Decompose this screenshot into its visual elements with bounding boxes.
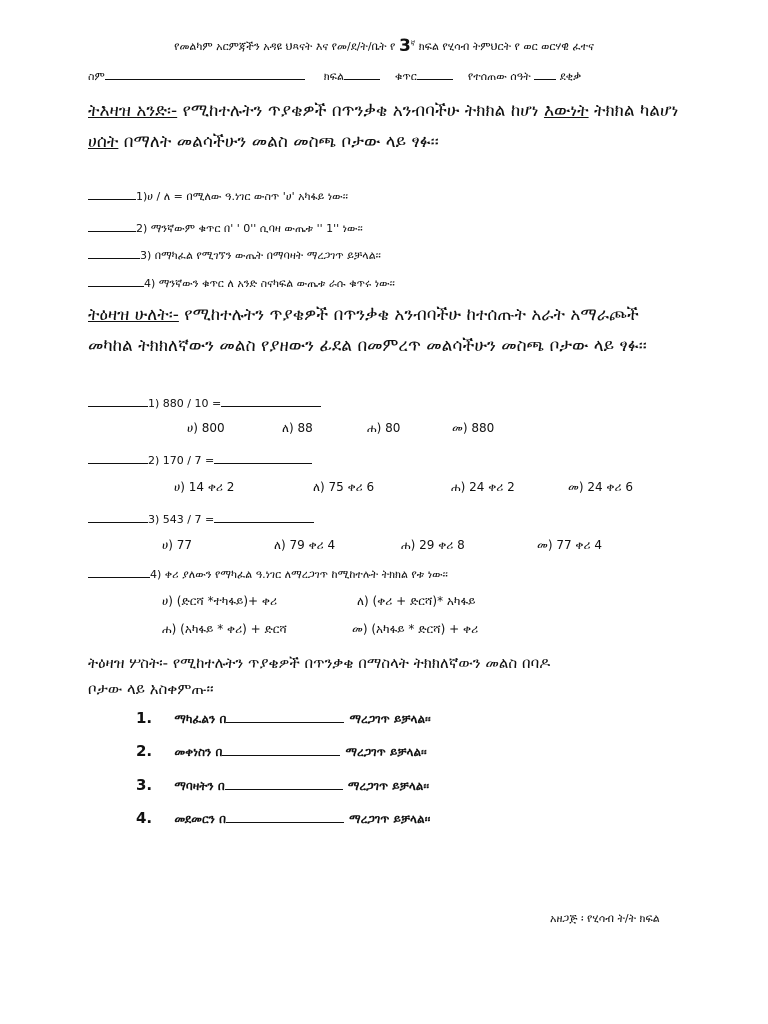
option-a[interactable]: ሀ) 14 ቀሪ 2 — [174, 480, 235, 494]
prepared-by-footer: አዘጋጅ ፡ የሂሳብ ት/ት ክፍል — [550, 912, 660, 925]
s2-question-3 — [88, 511, 314, 526]
name-label: ስም — [88, 70, 105, 83]
s1-question-3 — [88, 247, 381, 263]
option-a[interactable]: ሀ) 800 — [187, 421, 225, 435]
s3-item-4 — [136, 808, 430, 827]
class-label: ክፍል — [323, 70, 344, 83]
fill-blank[interactable] — [222, 744, 340, 756]
option-d[interactable]: መ) 880 — [452, 421, 495, 435]
section1-instructions — [88, 96, 688, 158]
section3-title-line-1: ትዕዛዝ ሦስት፡- የሚከተሉትን ጥያቄዎች በጥንቃቄ በማስላት ትክክለኛውን መልስ በባዶ — [88, 654, 551, 672]
item-number: 4. — [136, 809, 153, 827]
item-post-text: ማረጋገጥ ይቻላል፡፡ — [347, 779, 430, 793]
item-pre-text: ማካፈልን በ — [174, 712, 227, 726]
s2-question-4 — [88, 566, 448, 582]
work-blank[interactable] — [214, 511, 314, 523]
item-pre-text: መደመርን በ — [174, 812, 226, 826]
exam-header — [0, 36, 768, 56]
item-pre-text: መቀነስን በ — [174, 745, 223, 759]
option-d[interactable]: መ) 77 ቀሪ 4 — [537, 538, 602, 552]
option-b[interactable]: ለ) 75 ቀሪ 6 — [313, 480, 375, 494]
answer-blank[interactable] — [88, 188, 136, 200]
question-text: 4) ቀሪ ያለውን የማካፈል ዓ.ነገር ለማረጋገጥ ከሚከተሉት ትክክል የቱ ነው፡፡ — [150, 568, 448, 581]
option-c[interactable]: ሐ) (አካፋይ * ቀሪ) + ድርሻ — [162, 622, 287, 636]
work-blank[interactable] — [221, 395, 321, 407]
time-label: የተሰጠው ሰዓት — [467, 70, 531, 83]
section1-text-1: የሚከተሉትን ጥያቄዎች በጥንቃቄ አንብባችሁ ትክክል ከሆነ — [177, 101, 544, 121]
item-number: 1. — [136, 709, 153, 727]
header-pre: የመልካም አርምጃችን አዳዩ ህጻናት እና የመ/ደ/ት/ቤት የ — [174, 40, 396, 53]
s2-question-2 — [88, 452, 312, 467]
option-c[interactable]: ሐ) 29 ቀሪ 8 — [401, 538, 465, 552]
answer-blank[interactable] — [88, 452, 148, 464]
number-label: ቁጥር — [394, 70, 417, 83]
answer-blank[interactable] — [88, 275, 144, 287]
item-number: 2. — [136, 742, 153, 760]
option-b[interactable]: ለ) (ቀሪ + ድርሻ)* አካፋይ — [357, 594, 476, 608]
s1-question-2 — [88, 220, 363, 236]
item-post-text: ማረጋገጥ ይቻላል፡፡ — [345, 745, 427, 759]
section2-title: ትዕዛዝ ሁለት፡- — [88, 305, 179, 325]
student-info-line — [88, 68, 581, 84]
header-grade-suffix: ኛ — [410, 39, 416, 48]
question-text: 2) 170 / 7 = — [148, 454, 215, 467]
s1-question-1 — [88, 188, 348, 204]
section2-instructions — [88, 300, 688, 362]
section1-text-3: በማለት መልሳችሁን መልስ መስጫ ቦታው ላይ ፃፉ፡፡ — [118, 132, 439, 152]
header-grade-number: 3 — [398, 36, 411, 56]
true-word: እውነት — [543, 101, 589, 121]
s3-item-1 — [136, 708, 431, 727]
number-blank[interactable] — [417, 68, 453, 80]
option-b[interactable]: ለ) 88 — [282, 421, 313, 435]
question-text: 2) ማንኛውም ቁጥር በ' ' 0'' ሲባዛ ውጤቱ '' 1'' ነው፡፡ — [136, 222, 363, 235]
s2-question-1 — [88, 395, 321, 410]
section1-title: ትእዛዝ አንድ፡- — [88, 101, 178, 121]
question-text: 1) 880 / 10 = — [148, 397, 222, 410]
section3-instructions — [88, 650, 550, 702]
option-d[interactable]: መ) (አካፋይ * ድርሻ) + ቀሪ — [352, 622, 479, 636]
answer-blank[interactable] — [88, 247, 140, 259]
fill-blank[interactable] — [226, 811, 344, 823]
time-blank[interactable] — [534, 68, 556, 80]
class-blank[interactable] — [344, 68, 380, 80]
answer-blank[interactable] — [88, 395, 148, 407]
s3-item-2 — [136, 741, 427, 760]
question-text: 3) በማካፈል የሚገኘን ውጤት በማባዛት ማረጋገጥ ይቻላል፡፡ — [140, 249, 381, 262]
option-a[interactable]: ሀ) (ድርሻ *ተካፋይ)+ ቀሪ — [162, 594, 277, 608]
item-number: 3. — [136, 776, 153, 794]
answer-blank[interactable] — [88, 566, 150, 578]
question-text: 1)ሀ / ለ = በሚለው ዓ.ነገር ውስጥ 'ሀ' አካፋይ ነው፡፡ — [136, 190, 348, 203]
option-c[interactable]: ሐ) 80 — [367, 421, 401, 435]
item-post-text: ማረጋገጥ ይቻላል፡፡ — [349, 712, 431, 726]
work-blank[interactable] — [214, 452, 312, 464]
section2-text: የሚከተሉትን ጥያቄዎች በጥንቃቄ አንብባችሁ ከተሰጡት አራት አማራጮች መካከል ትክክለኛውን መልስ የያዘውን ፊደል በመምረጥ መልሳችሁን መስጫ ቦታው ላይ ፃፉ፡፡ — [88, 305, 647, 356]
option-b[interactable]: ለ) 79 ቀሪ 4 — [274, 538, 336, 552]
option-a[interactable]: ሀ) 77 — [162, 538, 193, 552]
question-text: 3) 543 / 7 = — [148, 513, 215, 526]
name-blank[interactable] — [105, 68, 305, 80]
answer-blank[interactable] — [88, 511, 148, 523]
minutes-label: ደቂቃ — [559, 70, 582, 83]
fill-blank[interactable] — [225, 778, 343, 790]
section3-title-line-2: ቦታው ላይ አስቀምጡ፡፡ — [88, 680, 214, 698]
header-post: ክፍል የሂሳብ ትምህርት የ ወር ወርሃዊ ፈተና — [418, 40, 594, 53]
section1-text-2: ትክክል ካልሆነ — [588, 101, 679, 121]
s1-question-4 — [88, 275, 395, 291]
item-post-text: ማረጋገጥ ይቻላል፡፡ — [349, 812, 431, 826]
false-word: ሀሰት — [88, 132, 119, 152]
option-d[interactable]: መ) 24 ቀሪ 6 — [568, 480, 633, 494]
option-c[interactable]: ሐ) 24 ቀሪ 2 — [451, 480, 515, 494]
fill-blank[interactable] — [226, 711, 344, 723]
s3-item-3 — [136, 775, 429, 794]
answer-blank[interactable] — [88, 220, 136, 232]
item-pre-text: ማባዛትን በ — [174, 779, 225, 793]
question-text: 4) ማንኛውን ቁጥር ለ አንድ ስናካፍል ውጤቱ ራሱ ቁጥሩ ነው፡፡ — [144, 277, 395, 290]
